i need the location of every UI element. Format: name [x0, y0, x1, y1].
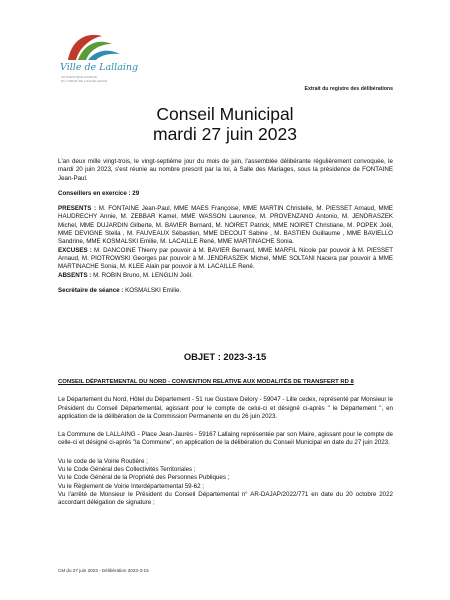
page-footer: CM du 27 juin 2023 - Délibération 2023-3-15 — [58, 568, 149, 573]
subject-heading: CONSEIL DÉPARTEMENTAL DU NORD - CONVENTION RELATIVE AUX MODALITÉS DE TRANSFERT RD 8 — [58, 379, 354, 385]
logo-tagline-line1: AUTHENTIQUE ESPACE — [61, 75, 98, 79]
lallaing-logo — [58, 26, 139, 96]
deliberation-body — [58, 378, 393, 508]
excuses-paragraph — [58, 247, 393, 272]
intro-paragraph: L'an deux mille vingt-trois, le vingt-septième jour du mois de juin, l'assemblée délibérante régulièrement convoquée, le mardi 20 juin 2023, s'est réunie au nombre prescrit par la loi, à Salle des Mariages, sous la présidence de FONTAINE Jean-Paul. — [58, 158, 393, 182]
vu-item: Vu le Code Général des Collectivités Territoriales ; — [58, 466, 196, 474]
presents-label: PRESENTS : — [58, 205, 97, 213]
vu-item: Vu l'arrêté de Monsieur le Président du Conseil Départemental n° AR-DAJAP/2022/771 en date du 20 octobre 2022 accordant délégation de signature ; — [58, 490, 393, 507]
absents-list: M. ROBIN Bruno, M. LENGLIN Joël. — [91, 271, 193, 279]
secretaire-label: Secrétaire de séance : — [58, 286, 124, 294]
attendance-section — [58, 158, 393, 295]
logo-blue-swoosh — [88, 51, 120, 60]
presents-paragraph — [58, 205, 393, 246]
vu-list — [58, 458, 393, 508]
logo-tagline-line2: DU COEUR DE L'EXCELLENCE — [61, 79, 108, 83]
page-title: Conseil Municipal — [156, 104, 294, 124]
absents-label: ABSENTS : — [58, 271, 92, 279]
objet-heading: OBJET : 2023-3-15 — [183, 351, 267, 362]
conseillers-count: Conseillers en exercice : 29 — [58, 189, 140, 197]
secretaire-name: KOSMALSKI Emilie. — [123, 286, 182, 294]
excuses-label: EXCUSES : — [58, 246, 92, 254]
vu-item: Vu le code de la Voirie Routière ; — [58, 457, 148, 465]
extract-label: Extrait du registre des délibérations — [304, 86, 393, 92]
logo-tagline — [61, 75, 107, 83]
presents-list: M. FONTAINE Jean-Paul, MME MAES Françoise, MME MARTIN Christelle, M. PIESSET Arnaud, MME HAUDRECHY Annie, M. ZEBBAR Kamel, MME WASSON Laurence, M. PROVENZANO Antonio, M. JENDRASZEK Michel, MME DUJARDIN Gilberte, M. BAVIER Bernard, M. NOIRET Patrick, MME NOIRET Christiane, M. POPEK Joël, MME DEVIGNE Stella , M. FAUVEAUX Sébastien, MME DECOUT Sabine , M. BASTIEN Guillaume , MME BAVIELLO Sandrine, MME KOSMALSKI Emilie, M. LACAILLE René, MME MARTINACHE Sonia. — [58, 205, 393, 246]
departement-paragraph: Le Département du Nord, Hôtel du Département - 51 rue Gustave Delory - 59047 - Lille cedex, représenté par Monsieur le Président du Conseil Départemental, agissant pour le compte de celui-ci et désigné ci-après " le Département ", en application de la délibération de la Commission Permanente en du 26 juin 2023. — [58, 396, 393, 420]
commune-paragraph: La Commune de LALLAING - Place Jean-Jaurès - 59167 Lallaing représentée par son Maire, agissant pour le compte de celle-ci et désigné ci-après "la Commune", en application de la délibération du Conseil Municipal en date du 27 juin 2023. — [58, 431, 393, 447]
vu-item: Vu le Code Général de la Propriété des Personnes Publiques ; — [58, 474, 230, 482]
logo-emblem-icon — [58, 26, 128, 66]
meeting-date: mardi 27 juin 2023 — [153, 124, 297, 144]
vu-item: Vu le Règlement de Voirie Interdépartemental 59-62 ; — [58, 482, 204, 490]
absents-paragraph — [58, 272, 393, 280]
secretaire-paragraph — [58, 287, 393, 295]
logo-name: Ville de Lallaing — [60, 62, 139, 73]
excuses-list: M. DANCOINE Thierry par pouvoir à M. BAVIER Bernard, MME MARFIL Nicole par pouvoir à M. PIESSET Arnaud, M. PIOTROWSKI Georges par pouvoir à M. JENDRASZEK Michel, MME SOLTANI Nacera par pouvoir à MME MARTINACHE Sonia, M. KLEE Alain par pouvoir à M. LACAILLE René. — [58, 246, 393, 271]
